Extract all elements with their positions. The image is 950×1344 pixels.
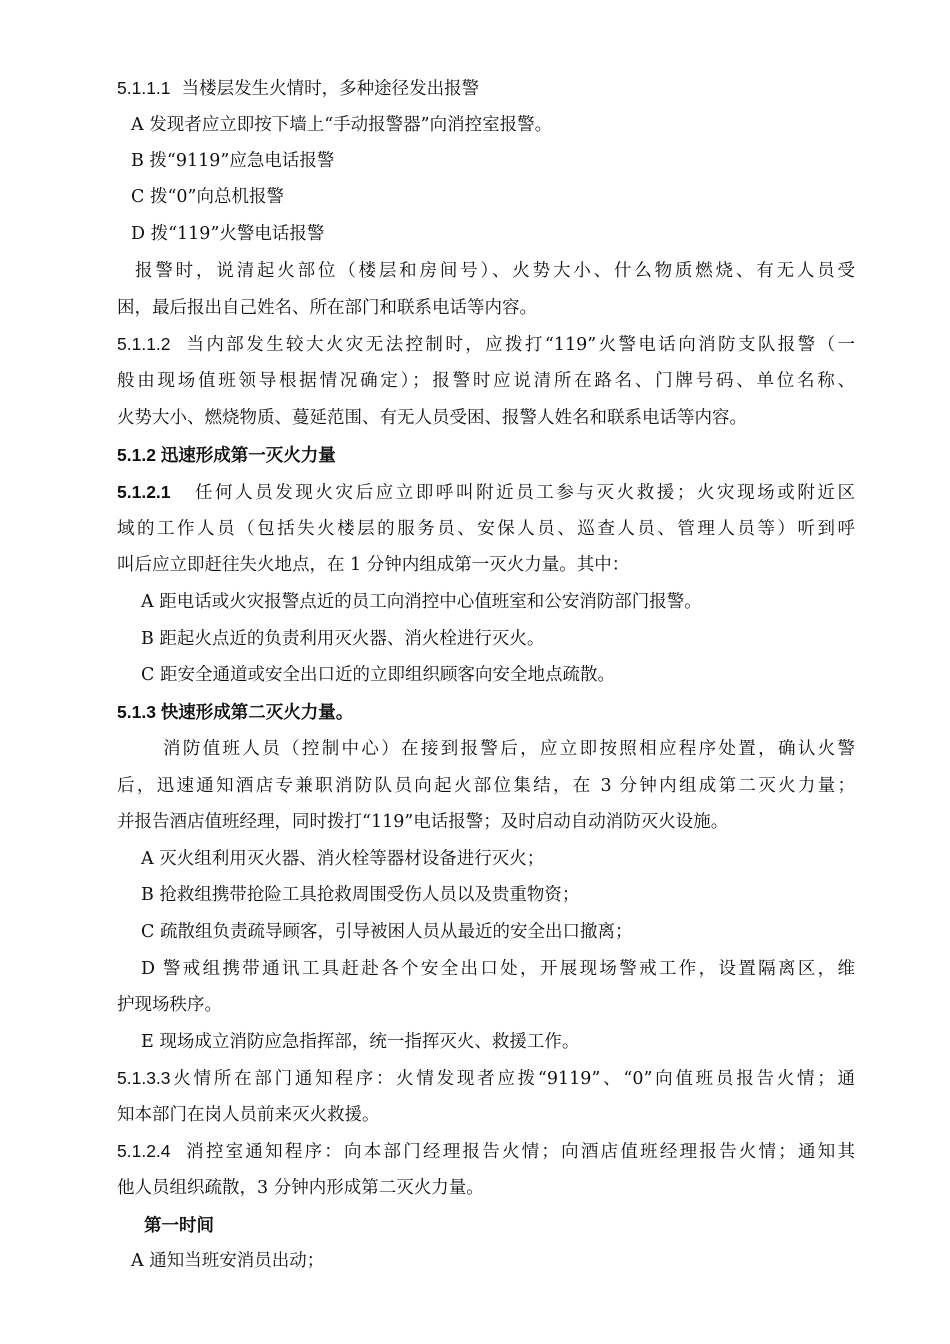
para-5133-line1 <box>117 1065 855 1092</box>
list-item: A 发现者应立即按下墙上“手动报警器”向消控室报警。 <box>131 115 553 135</box>
section-number: 5.1.2.1 <box>117 482 171 502</box>
paragraph-line: 后，迅速通知酒店专兼职消防队员向起火部位集结，在 3 分钟内组成第二灭火力量； <box>117 776 855 796</box>
list-item: E 现场成立消防应急指挥部，统一指挥灭火、救援工作。 <box>141 1032 580 1052</box>
list-item: D 拨“119”火警电话报警 <box>131 224 325 244</box>
list-item: C 距安全通道或安全出口近的立即组织顾客向安全地点疏散。 <box>141 665 615 685</box>
para-5124-line1 <box>117 1138 855 1165</box>
section-number: 5.1.1.2 <box>117 334 171 354</box>
section-heading: 5.1.3 快速形成第二灭火力量。 <box>117 702 354 722</box>
section-number: 5.1.1.1 <box>117 78 171 98</box>
list-item: A 通知当班安消员出动； <box>131 1251 325 1271</box>
section-text: 当楼层发生火情时，多种途径发出报警 <box>181 79 480 99</box>
para-5111-title <box>117 75 855 102</box>
list-item: A 距电话或火灾报警点近的员工向消控中心值班室和公安消防部门报警。 <box>141 592 702 612</box>
list-item: B 距起火点近的负责利用灭火器、消火栓进行灭火。 <box>141 629 545 649</box>
list-item: C 拨“0”向总机报警 <box>131 187 284 207</box>
paragraph-line: 困，最后报出自己姓名、所在部门和联系电话等内容。 <box>117 298 537 318</box>
section-text: 当内部发生较大火灾无法控制时，应拨打“119”火警电话向消防支队报警（一 <box>186 335 855 355</box>
list-item: B 拨“9119”应急电话报警 <box>131 151 335 171</box>
list-item: A 灭火组利用灭火器、消火栓等器材设备进行灭火； <box>141 849 545 869</box>
list-item: C 疏散组负责疏导顾客，引导被困人员从最近的安全出口撤离； <box>141 922 633 942</box>
paragraph-line: 他人员组织疏散，3 分钟内形成第二灭火力量。 <box>117 1178 484 1198</box>
paragraph-line: 知本部门在岗人员前来灭火救援。 <box>117 1105 380 1125</box>
list-item: B 抢救组携带抢险工具抢救周围受伤人员以及贵重物资； <box>141 885 580 905</box>
section-heading: 5.1.2 迅速形成第一灭火力量 <box>117 445 336 465</box>
paragraph-line: 般由现场值班领导根据情况确定）；报警时应说清所在路名、门牌号码、单位名称、 <box>117 371 855 391</box>
paragraph-line: 护现场秩序。 <box>117 995 222 1015</box>
section-number: 5.1.3.3 <box>117 1068 171 1088</box>
section-number: 5.1.2.4 <box>117 1141 171 1161</box>
list-item: D 警戒组携带通讯工具赶赴各个安全出口处，开展现场警戒工作，设置隔离区，维 <box>141 959 855 979</box>
paragraph-line: 叫后应立即赶往失火地点，在 1 分钟内组成第一灭火力量。其中： <box>117 555 630 575</box>
para-5112-line1 <box>117 331 855 358</box>
para-5121-line1 <box>117 479 855 506</box>
paragraph-line: 并报告酒店值班经理，同时拨打“119”电话报警；及时启动自动消防灭火设施。 <box>117 812 729 832</box>
section-text: 消控室通知程序：向本部门经理报告火情；向酒店值班经理报告火情；通知其 <box>186 1142 855 1162</box>
section-text: 任何人员发现火灾后应立即呼叫附近员工参与灭火救援；火灾现场或附近区 <box>194 483 855 503</box>
paragraph-line: 域的工作人员（包括失火楼层的服务员、安保人员、巡查人员、管理人员等）听到呼 <box>117 519 855 539</box>
section-text: 火情所在部门通知程序：火情发现者应拨“9119”、“0”向值班员报告火情；通 <box>170 1069 855 1089</box>
subsection-heading: 第一时间 <box>144 1215 214 1235</box>
paragraph-line: 火势大小、燃烧物质、蔓延范围、有无人员受困、报警人姓名和联系电话等内容。 <box>117 408 747 428</box>
paragraph-line: 报警时，说清起火部位（楼层和房间号）、火势大小、什么物质燃烧、有无人员受 <box>135 261 855 281</box>
paragraph-line: 消防值班人员（控制中心）在接到报警后，应立即按照相应程序处置，确认火警 <box>163 739 855 759</box>
